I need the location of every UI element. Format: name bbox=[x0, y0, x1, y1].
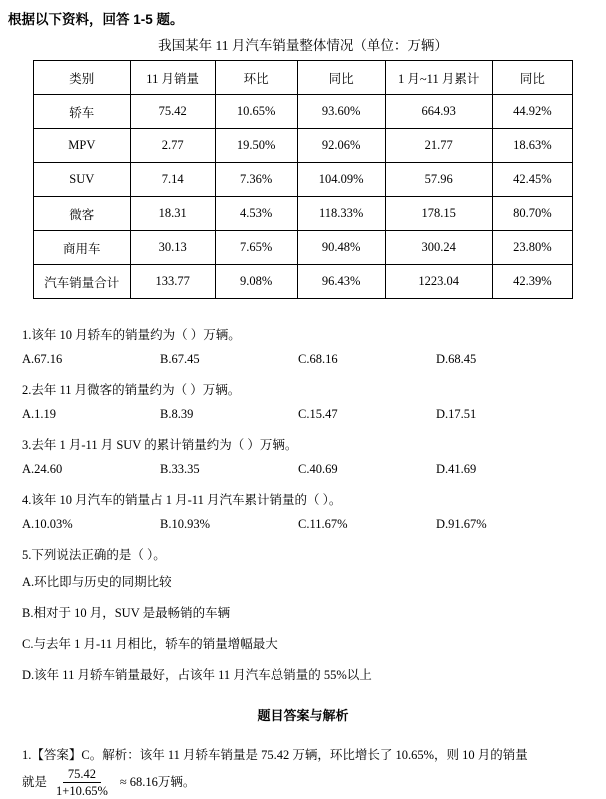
table-cell: 42.45% bbox=[492, 163, 572, 197]
option-b[interactable]: B.10.93% bbox=[160, 517, 210, 531]
table-cell: 57.96 bbox=[385, 163, 492, 197]
intro-text: 根据以下资料，回答 1-5 题。 bbox=[8, 12, 184, 27]
option-b[interactable]: B.33.35 bbox=[160, 462, 200, 476]
question-5-stem: 5.下列说法正确的是（ ）。 bbox=[22, 548, 166, 562]
table-cell: 4.53% bbox=[215, 197, 297, 231]
table-cell: 10.65% bbox=[215, 95, 297, 129]
table-header-cell-2: 环比 bbox=[215, 61, 297, 95]
question-3-options bbox=[22, 462, 582, 477]
table-row bbox=[34, 129, 573, 163]
question-3-stem: 3.去年 1 月-11 月 SUV 的累计销量约为（ ）万辆。 bbox=[22, 438, 298, 452]
table-row bbox=[34, 231, 573, 265]
table-cell: 30.13 bbox=[130, 231, 215, 265]
table-cell: 7.65% bbox=[215, 231, 297, 265]
questions-list bbox=[22, 325, 582, 683]
question-2-stem: 2.去年 11 月微客的销量约为（ ）万辆。 bbox=[22, 383, 241, 397]
document-page bbox=[0, 8, 606, 799]
option-a[interactable]: A.10.03% bbox=[22, 517, 73, 531]
question-1-options bbox=[22, 352, 582, 367]
option-c[interactable]: C.15.47 bbox=[298, 407, 338, 421]
table-row bbox=[34, 265, 573, 299]
table-cell: 92.06% bbox=[297, 129, 385, 163]
table-cell: 23.80% bbox=[492, 231, 572, 265]
fraction bbox=[51, 767, 113, 799]
table-cell: 90.48% bbox=[297, 231, 385, 265]
table-header-row bbox=[34, 61, 573, 95]
approx-symbol: ≈ bbox=[119, 775, 127, 790]
table-cell: 汽车销量合计 bbox=[34, 265, 131, 299]
table-cell: 75.42 bbox=[130, 95, 215, 129]
car-sales-table bbox=[33, 60, 573, 299]
option-a[interactable]: A.67.16 bbox=[22, 352, 63, 366]
table-cell: 178.15 bbox=[385, 197, 492, 231]
table-row bbox=[34, 95, 573, 129]
table-cell: 2.77 bbox=[130, 129, 215, 163]
table-cell: 7.14 bbox=[130, 163, 215, 197]
table-cell: 42.39% bbox=[492, 265, 572, 299]
table-cell: SUV bbox=[34, 163, 131, 197]
table-cell: 118.33% bbox=[297, 197, 385, 231]
table-cell: 9.08% bbox=[215, 265, 297, 299]
table-cell: 96.43% bbox=[297, 265, 385, 299]
question-1-stem: 1.该年 10 月轿车的销量约为（ ）万辆。 bbox=[22, 328, 241, 342]
option-c[interactable]: C.40.69 bbox=[298, 462, 338, 476]
fraction-denominator: 1+10.65% bbox=[56, 784, 108, 799]
table-cell: 轿车 bbox=[34, 95, 131, 129]
table-row bbox=[34, 163, 573, 197]
analysis-line-2 bbox=[22, 767, 587, 799]
option-b[interactable]: B.8.39 bbox=[160, 407, 194, 421]
table-cell: 133.77 bbox=[130, 265, 215, 299]
table-cell: 300.24 bbox=[385, 231, 492, 265]
option-d[interactable]: D.68.45 bbox=[436, 352, 477, 366]
option-b[interactable]: B.67.45 bbox=[160, 352, 200, 366]
table-cell: 1223.04 bbox=[385, 265, 492, 299]
fraction-numerator: 75.42 bbox=[63, 767, 101, 783]
question-5-statement-a[interactable]: A.环比即与历史的同期比较 bbox=[22, 575, 172, 589]
table-header-cell-3: 同比 bbox=[297, 61, 385, 95]
question-5-statement-c[interactable]: C.与去年 1 月-11 月相比，轿车的销量增幅最大 bbox=[22, 637, 278, 651]
table-header-cell-1: 11 月销量 bbox=[130, 61, 215, 95]
table-cell: 18.63% bbox=[492, 129, 572, 163]
table-cell: 21.77 bbox=[385, 129, 492, 163]
option-a[interactable]: A.1.19 bbox=[22, 407, 57, 421]
table-title: 我国某年 11 月汽车销量整体情况（单位：万辆） bbox=[158, 38, 448, 53]
analysis-line-2-suffix: 68.16万辆。 bbox=[129, 775, 196, 790]
option-c[interactable]: C.11.67% bbox=[298, 517, 348, 531]
table-header-cell-4: 1 月~11 月累计 bbox=[385, 61, 492, 95]
table-header-cell-0: 类别 bbox=[34, 61, 131, 95]
table-cell: 微客 bbox=[34, 197, 131, 231]
table-cell: 44.92% bbox=[492, 95, 572, 129]
table-cell: 80.70% bbox=[492, 197, 572, 231]
table-row bbox=[34, 197, 573, 231]
question-5-statement-b[interactable]: B.相对于 10 月，SUV 是最畅销的车辆 bbox=[22, 606, 231, 620]
option-a[interactable]: A.24.60 bbox=[22, 462, 63, 476]
option-d[interactable]: D.91.67% bbox=[436, 517, 487, 531]
table-cell: 18.31 bbox=[130, 197, 215, 231]
table-header-cell-5: 同比 bbox=[492, 61, 572, 95]
analysis-line-1: 1.【答案】C。解析：该年 11 月轿车销量是 75.42 万辆，环比增长了 10.65%，则 10 月的销量 bbox=[22, 748, 528, 762]
table-cell: 商用车 bbox=[34, 231, 131, 265]
table-cell: 93.60% bbox=[297, 95, 385, 129]
analysis-section bbox=[22, 746, 587, 799]
question-4-options bbox=[22, 517, 582, 532]
question-2-options bbox=[22, 407, 582, 422]
table-cell: MPV bbox=[34, 129, 131, 163]
option-d[interactable]: D.17.51 bbox=[436, 407, 477, 421]
analysis-line-2-prefix: 就是 bbox=[22, 775, 48, 790]
question-4-stem: 4.该年 10 月汽车的销量占 1 月-11 月汽车累计销量的（ ）。 bbox=[22, 493, 342, 507]
table-cell: 664.93 bbox=[385, 95, 492, 129]
option-c[interactable]: C.68.16 bbox=[298, 352, 338, 366]
table-cell: 104.09% bbox=[297, 163, 385, 197]
table-cell: 19.50% bbox=[215, 129, 297, 163]
option-d[interactable]: D.41.69 bbox=[436, 462, 477, 476]
table-cell: 7.36% bbox=[215, 163, 297, 197]
question-5-statement-d[interactable]: D.该年 11 月轿车销量最好，占该年 11 月汽车总销量的 55%以上 bbox=[22, 668, 372, 682]
answers-section-title: 题目答案与解析 bbox=[257, 708, 349, 723]
